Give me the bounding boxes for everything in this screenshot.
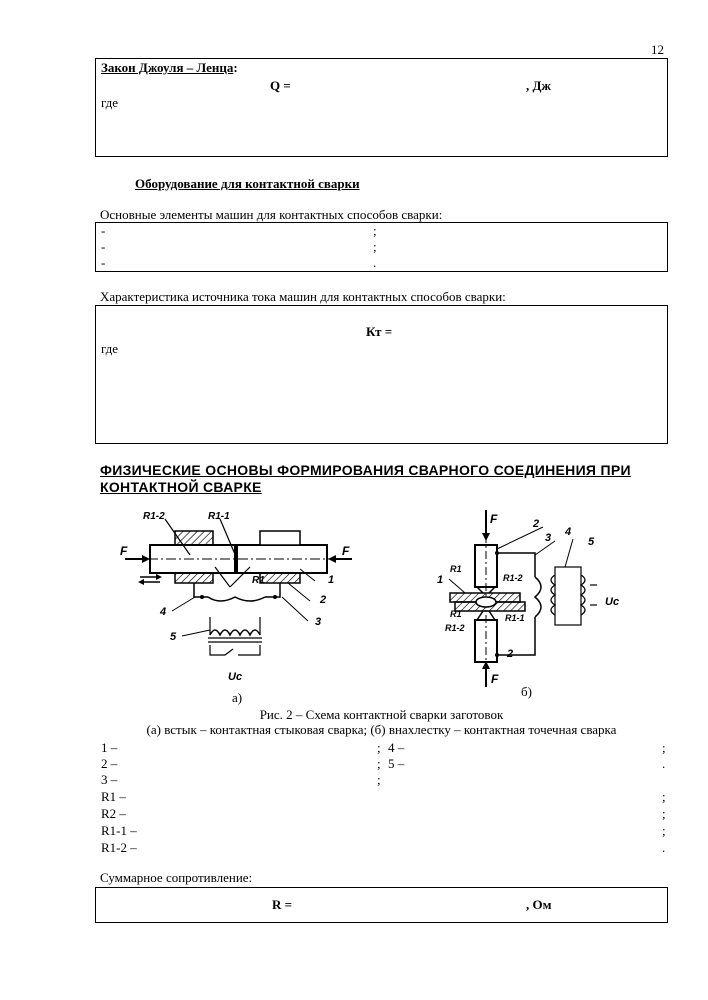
legend-5-label: 5 – xyxy=(388,756,405,771)
joule-formula-left: Q = xyxy=(270,78,291,93)
physics-heading-line1: ФИЗИЧЕСКИЕ ОСНОВЫ ФОРМИРОВАНИЯ СВАРНОГО СОЕДИНЕНИЯ ПРИ xyxy=(100,462,631,478)
legend-5-end: . xyxy=(662,756,666,771)
legend-1-label: 1 – xyxy=(101,740,118,755)
label-b-r11: R1-1 xyxy=(505,613,525,623)
joule-lenz-title-colon: : xyxy=(233,60,238,75)
legend-2-end: ; xyxy=(377,756,381,771)
legend-r1-label: R1 – xyxy=(101,789,126,804)
legend-4-label: 4 – xyxy=(388,740,405,755)
total-label: Суммарное сопротивление: xyxy=(100,870,253,885)
legend-1-end: ; xyxy=(377,740,381,755)
clamp-bottom-right xyxy=(260,573,300,583)
equipment-dash-3: - xyxy=(101,255,106,270)
label-b-2-top: 2 xyxy=(533,518,540,530)
label-a-2: 2 xyxy=(320,594,327,606)
page-number: 12 xyxy=(651,42,664,57)
equipment-elements-label: Основные элементы машин для контактных способов сварки: xyxy=(100,207,443,222)
label-b-1: 1 xyxy=(437,574,444,586)
legend-r1-end: ; xyxy=(662,789,666,804)
physics-heading-line2: КОНТАКТНОЙ СВАРКЕ xyxy=(100,479,262,495)
legend-r11-end: ; xyxy=(662,823,666,838)
label-a-3: 3 xyxy=(315,616,322,628)
figure-sub-b: б) xyxy=(521,684,532,699)
source-where: где xyxy=(101,341,119,356)
label-b-r1-top: R1 xyxy=(450,564,462,574)
joule-formula-unit: , Дж xyxy=(526,78,551,93)
clamp-top-right xyxy=(260,531,300,545)
equipment-end-2: ; xyxy=(373,239,377,254)
total-box xyxy=(95,887,668,923)
figure-subcaption: (а) встык – контактная стыковая сварка; (б) внахлестку – контактная точечная сварка xyxy=(146,722,617,737)
joule-lenz-title xyxy=(101,60,238,76)
label-b-uc: Uc xyxy=(605,596,620,608)
legend-r12-label: R1-2 – xyxy=(101,840,137,855)
label-a-r12: R1-2 xyxy=(143,511,165,522)
source-formula: Кт = xyxy=(366,324,393,339)
equipment-end-3: . xyxy=(373,255,377,270)
label-a-uc: Uc xyxy=(228,671,243,683)
label-a-f-right: F xyxy=(342,544,350,558)
label-b-f-top: F xyxy=(490,512,498,526)
equipment-dash-2: - xyxy=(101,239,106,254)
label-a-r11: R1-1 xyxy=(208,511,230,522)
legend-4-end: ; xyxy=(662,740,666,755)
label-b-3: 3 xyxy=(545,532,552,544)
label-a-5: 5 xyxy=(170,631,177,643)
equipment-end-1: ; xyxy=(373,223,377,238)
label-b-4: 4 xyxy=(565,526,572,538)
label-a-f-left: F xyxy=(120,544,128,558)
butt-welding-diagram xyxy=(110,505,370,695)
total-formula: R = xyxy=(272,897,293,912)
joule-lenz-title-text: Закон Джоуля – Ленца xyxy=(101,60,234,75)
total-unit: , Ом xyxy=(526,897,552,912)
equipment-dash-1: - xyxy=(101,223,106,238)
clamp-top-left xyxy=(175,531,213,545)
label-a-1: 1 xyxy=(328,574,335,586)
source-label: Характеристика источника тока машин для контактных способов сварки: xyxy=(100,289,506,304)
label-b-r12-top: R1-2 xyxy=(503,573,523,583)
clamp-bottom-left xyxy=(175,573,213,583)
legend-r2-label: R2 – xyxy=(101,806,126,821)
equipment-heading: Оборудование для контактной сварки xyxy=(135,176,360,191)
equipment-list-box xyxy=(95,222,668,272)
label-b-r1-bottom: R1 xyxy=(450,609,462,619)
legend-r2-end: ; xyxy=(662,806,666,821)
label-a-r1: R1 xyxy=(252,575,265,586)
legend-3-label: 3 – xyxy=(101,772,118,787)
legend-r12-end: . xyxy=(662,840,666,855)
joule-where: где xyxy=(101,95,119,110)
legend-3-end: ; xyxy=(377,772,381,787)
label-b-2-bottom: 2 xyxy=(507,648,514,660)
spot-welding-diagram xyxy=(425,505,625,690)
figure-sub-a: а) xyxy=(232,690,243,705)
label-a-4: 4 xyxy=(160,606,167,618)
figure-caption: Рис. 2 – Схема контактной сварки заготовок xyxy=(259,707,504,722)
label-b-f-bottom: F xyxy=(491,672,499,686)
label-b-r12-bottom: R1-2 xyxy=(445,623,465,633)
label-b-5: 5 xyxy=(588,536,595,548)
legend-2-label: 2 – xyxy=(101,756,118,771)
legend-r11-label: R1-1 – xyxy=(101,823,137,838)
